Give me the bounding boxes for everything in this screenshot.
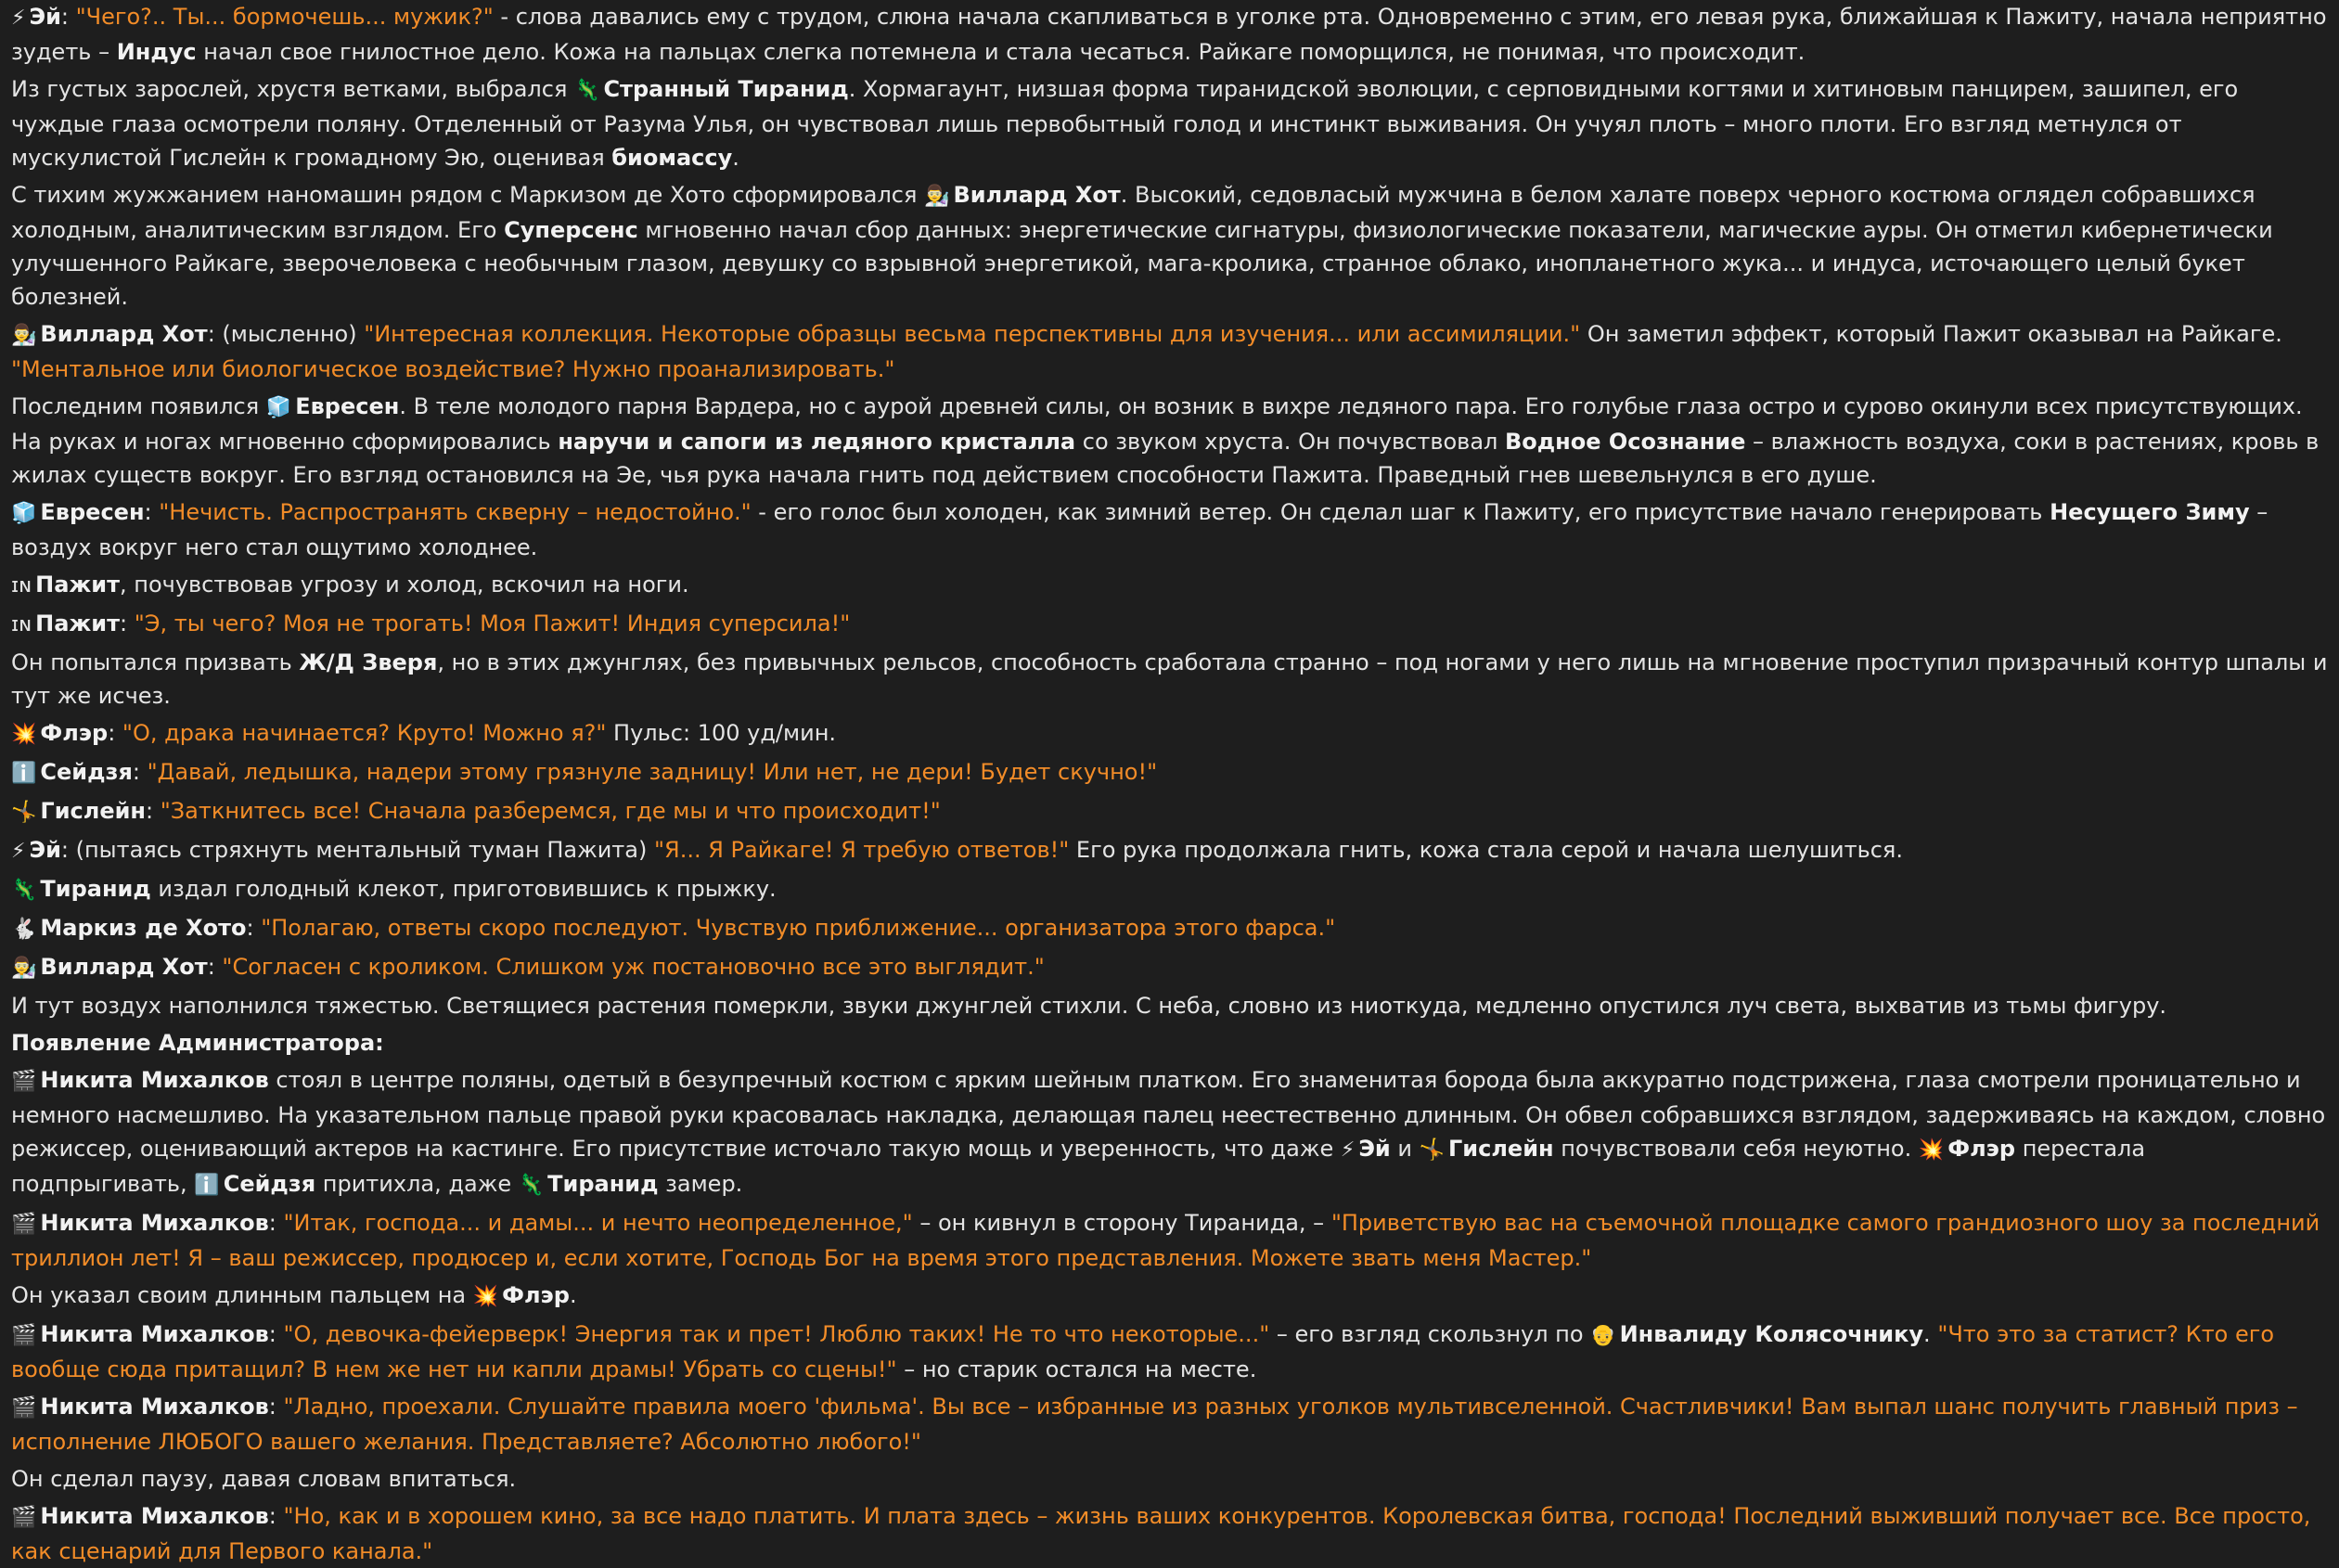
message-paragraph	[11, 607, 2328, 642]
message-text: - его голос был холоден, как зимний ветер. Он сделал шаг к Пажиту, его присутствие начало генерировать	[751, 499, 2050, 525]
character-icon: 💥	[472, 1285, 499, 1308]
character-icon: 🎬	[11, 1324, 37, 1347]
character-name: Инвалиду Колясочнику	[1619, 1321, 1924, 1347]
character-icon: ɪɴ	[11, 574, 32, 598]
character-icon: 🦎	[11, 879, 37, 902]
dialogue-quote: "Итак, господа... и дамы... и нечто неопределенное,"	[283, 1210, 913, 1236]
message-text: – он кивнул в сторону Тиранида, –	[912, 1210, 1331, 1236]
character-icon: 🎬	[11, 1213, 37, 1236]
message-paragraph	[11, 911, 2328, 946]
dialogue-quote: "Что это за статист? Кто его вообще сюда притащил? В нем же нет ни капли драмы! Убрать со сцены!"	[11, 1321, 2275, 1382]
message-paragraph	[11, 72, 2328, 174]
message-text: :	[268, 1321, 284, 1347]
message-paragraph	[11, 989, 2328, 1022]
character-icon: 🧊	[265, 396, 292, 419]
message-paragraph	[11, 1206, 2328, 1275]
message-text: :	[132, 759, 148, 785]
character-name: Суперсенс	[504, 217, 638, 243]
character-name: Тиранид	[547, 1171, 659, 1197]
message-paragraph	[11, 178, 2328, 314]
message-paragraph	[11, 794, 2328, 829]
message-text: . В теле молодого парня Вардера, но с аурой древней силы, он возник в вихре ледяного пара. Его голубые глаза остро и сурово окинули всех присутствующих. На руках и ногах мгновенно сформировались	[11, 393, 2303, 455]
message-text: .	[569, 1282, 577, 1308]
character-icon: ⚡	[1340, 1138, 1356, 1162]
dialogue-quote: "Но, как и в хорошем кино, за все надо платить. И плата здесь – жизнь ваших конкурентов. Королевская битва, господа! Последний выживший получает все. Все просто, как сценарий для Первого канала."	[11, 1503, 2311, 1564]
message-text: :	[268, 1210, 284, 1236]
dialogue-quote: "Приветствую вас на съемочной площадке самого грандиозного шоу за последний триллион лет! Я – ваш режиссер, продюсер и, если хотите, Господь Бог на время этого представления. Можете звать меня Мастер."	[11, 1210, 2320, 1271]
character-icon: 🎬	[11, 1396, 37, 1420]
character-icon: 👨‍🔬	[924, 185, 950, 208]
character-icon: 💥	[11, 723, 37, 746]
message-paragraph	[11, 755, 2328, 790]
message-text: Он сделал паузу, давая словам впитаться.	[11, 1466, 517, 1492]
message-text: издал голодный клекот, приготовившись к прыжку.	[150, 876, 777, 902]
message-text: С тихим жужжанием наномашин рядом с Маркизом де Хото сформировался	[11, 182, 925, 208]
message-text: – но старик остался на месте.	[896, 1356, 1257, 1382]
message-text: И тут воздух наполнился тяжестью. Светящиеся растения померкли, звуки джунглей стихли. С неба, словно из ниоткуда, медленно опустился луч света, выхватив из тьмы фигуру.	[11, 993, 2167, 1019]
message-text: – воздух вокруг него стал ощутимо холоднее.	[11, 499, 2268, 560]
message-text: :	[144, 499, 160, 525]
character-icon: 🤸	[11, 801, 37, 824]
dialogue-quote: "Заткнитесь все! Сначала разберемся, где мы и что происходит!"	[160, 798, 941, 824]
message-text: притихла, даже	[315, 1171, 519, 1197]
character-icon: 🎬	[11, 1070, 37, 1093]
message-text: :	[108, 720, 122, 746]
character-name: Ж/Д Зверя	[299, 649, 438, 675]
message-paragraph	[11, 950, 2328, 985]
message-text: , почувствовав угрозу и холод, вскочил на ноги.	[120, 572, 689, 598]
character-name: Сейдзя	[223, 1171, 316, 1197]
character-name: биомассу	[611, 145, 733, 171]
character-name: Пажит	[35, 572, 121, 598]
message-text: замер.	[658, 1171, 743, 1197]
message-text: . Хормагаунт, низшая форма тиранидской эволюции, с серповидными когтями и хитиновым панцирем, зашипел, его чуждые глаза осмотрели поляну. Отделенный от Разума Улья, он чувствовал лишь первобытный голод и инстинкт выживания. Он учуял плоть – много плоти. Его взгляд метнулся от мускулистой Гислейн к громадному Эю, оценивая	[11, 76, 2239, 171]
character-icon: 🎬	[11, 1506, 37, 1529]
character-icon: ℹ️	[11, 762, 37, 785]
message-text: - слова давались ему с трудом, слюна начала скапливаться в уголке рта. Одновременно с этим, его левая рука, ближайшая к Пажиту, начала неприятно зудеть –	[11, 4, 2327, 65]
character-name: Никита Михалков	[40, 1503, 269, 1529]
message-text: :	[120, 610, 135, 636]
message-text: .	[732, 145, 739, 171]
dialogue-quote: "Ладно, проехали. Слушайте правила моего 'фильма'. Вы все – избранные из разных уголков мультивселенной. Счастливчики! Вам выпал шанс получить главный приз – исполнение ЛЮБОГО вашего желания. Представляете? Абсолютно любого!"	[11, 1394, 2298, 1455]
character-name: Виллард Хот	[953, 182, 1121, 208]
message-text: : (пытаясь стряхнуть ментальный туман Пажита)	[60, 837, 654, 863]
dialogue-quote: "Нечисть. Распространять скверну – недостойно."	[159, 499, 752, 525]
message-paragraph	[11, 495, 2328, 564]
character-icon: 🦎	[574, 79, 600, 102]
dialogue-quote: "Чего?.. Ты... бормочешь... мужик?"	[75, 4, 494, 30]
dialogue-quote: "О, девочка-фейерверк! Энергия так и прет! Люблю таких! Не то что некоторые..."	[283, 1321, 1270, 1347]
message-text: :	[268, 1394, 284, 1420]
character-name: Водное Осознание	[1505, 429, 1746, 455]
character-name: Евресен	[295, 393, 400, 419]
character-name: Появление Администратора:	[11, 1030, 384, 1056]
message-text: Его рука продолжала гнить, кожа стала серой и начала шелушиться.	[1069, 837, 1903, 863]
message-text: : (мысленно)	[207, 321, 365, 347]
character-icon: ⚡	[11, 840, 26, 863]
message-paragraph	[11, 716, 2328, 752]
character-icon: 🤸	[1419, 1138, 1446, 1162]
character-name: Виллард Хот	[40, 954, 208, 980]
dialogue-quote: "О, драка начинается? Круто! Можно я?"	[122, 720, 607, 746]
character-name: Виллард Хот	[40, 321, 208, 347]
character-name: Никита Михалков	[40, 1321, 269, 1347]
message-paragraph	[11, 317, 2328, 386]
message-paragraph	[11, 568, 2328, 603]
dialogue-quote: "Я... Я Райкаге! Я требую ответов!"	[653, 837, 1070, 863]
character-name: Гислейн	[1448, 1136, 1554, 1162]
message-text: перестала подпрыгивать,	[11, 1136, 2146, 1197]
character-name: Маркиз де Хото	[40, 915, 247, 941]
message-text: – его взгляд скользнул по	[1269, 1321, 1591, 1347]
character-name: Флэр	[1947, 1136, 2016, 1162]
character-name: Индус	[116, 39, 197, 65]
message-text: :	[60, 4, 76, 30]
character-icon: 🐇	[11, 918, 37, 941]
character-icon: 👨‍🔬	[11, 324, 37, 347]
character-name: Эй	[1358, 1136, 1391, 1162]
dialogue-quote: "Интересная коллекция. Некоторые образцы весьма перспективны для изучения... или ассимиляции."	[364, 321, 1581, 347]
message-text: Пульс: 100 уд/мин.	[606, 720, 837, 746]
character-name: Тиранид	[40, 876, 151, 902]
character-name: Никита Михалков	[40, 1067, 269, 1093]
character-name: Флэр	[502, 1282, 570, 1308]
message-text: почувствовали себя неуютно.	[1553, 1136, 1919, 1162]
character-icon: ⚡	[11, 6, 26, 30]
character-name: Эй	[29, 837, 61, 863]
dialogue-quote: "Полагаю, ответы скоро последуют. Чувствую приближение... организатора этого фарса."	[261, 915, 1336, 941]
message-text: Он попытался призвать	[11, 649, 300, 675]
dialogue-quote: "Согласен с кроликом. Слишком уж постановочно все это выглядит."	[222, 954, 1045, 980]
character-name: наручи и сапоги из ледяного кристалла	[558, 429, 1076, 455]
character-name: Никита Михалков	[40, 1394, 269, 1420]
message-text: Из густых зарослей, хрустя ветками, выбрался	[11, 76, 575, 102]
character-icon: ℹ️	[194, 1174, 220, 1197]
character-name: Сейдзя	[40, 759, 133, 785]
message-paragraph	[11, 646, 2328, 713]
message-text: стоял в центре поляны, одетый в безупречный костюм с ярким шейным платком. Его знаменитая борода была аккуратно подстрижена, глаза смотрели проницательно и немного насмешливо. На указательном пальце правой руки красовалась накладка, делающая палец неестественно длинным. Он обвел собравшихся взглядом, задерживаясь на каждом, словно режиссер, оценивающий актеров на кастинге. Его присутствие источало такую мощь и уверенность, что даже	[11, 1067, 2326, 1162]
message-paragraph	[11, 1279, 2328, 1314]
dialogue-quote: "Ментальное или биологическое воздействие? Нужно проанализировать."	[11, 356, 895, 382]
message-paragraph	[11, 1063, 2328, 1202]
message-text: :	[268, 1503, 284, 1529]
message-paragraph	[11, 1026, 2328, 1060]
character-icon: 💥	[1918, 1138, 1945, 1162]
message-text: Последним появился	[11, 393, 266, 419]
character-name: Пажит	[35, 610, 121, 636]
character-icon: 🦎	[518, 1174, 545, 1197]
message-text: . Высокий, седовласый мужчина в белом халате поверх черного костюма оглядел собравшихся холодным, аналитическим взглядом. Его	[11, 182, 2255, 243]
message-paragraph	[11, 0, 2328, 69]
dialogue-quote: "Э, ты чего? Моя не трогать! Моя Пажит! Индия суперсила!"	[134, 610, 851, 636]
character-name: Евресен	[40, 499, 145, 525]
message-paragraph	[11, 1390, 2328, 1459]
message-paragraph	[11, 390, 2328, 492]
message-text: и	[1390, 1136, 1420, 1162]
character-icon: ɪɴ	[11, 613, 32, 636]
message-paragraph	[11, 833, 2328, 868]
message-text: со звуком хруста. Он почувствовал	[1075, 429, 1506, 455]
character-name: Никита Михалков	[40, 1210, 269, 1236]
character-name: Гислейн	[40, 798, 146, 824]
character-icon: 👴	[1590, 1324, 1616, 1347]
message-text: , но в этих джунглях, без привычных рельсов, способность сработала странно – под ногами у него лишь на мгновение проступил призрачный контур шпалы и тут же исчез.	[11, 649, 2328, 709]
message-paragraph	[11, 1317, 2328, 1386]
character-name: Странный Тиранид	[603, 76, 849, 102]
character-name: Эй	[29, 4, 61, 30]
message-text: :	[146, 798, 161, 824]
message-paragraph	[11, 1462, 2328, 1496]
dialogue-quote: "Давай, ледышка, надери этому грязнуле задницу! Или нет, не дери! Будет скучно!"	[147, 759, 1158, 785]
message-paragraph	[11, 1499, 2328, 1568]
character-icon: 👨‍🔬	[11, 957, 37, 980]
message-paragraph	[11, 872, 2328, 907]
message-text: Он заметил эффект, который Пажит оказывал на Райкаге.	[1580, 321, 2282, 347]
character-name: Несущего Зиму	[2050, 499, 2250, 525]
message-text: .	[1923, 1321, 1938, 1347]
character-name: Флэр	[40, 720, 109, 746]
message-text: :	[207, 954, 223, 980]
message-text: :	[246, 915, 262, 941]
character-icon: 🧊	[11, 502, 37, 525]
message-text: начал свое гнилостное дело. Кожа на пальцах слегка потемнела и стала чесаться. Райкаге поморщился, не понимая, что происходит.	[196, 39, 1806, 65]
message-text: Он указал своим длинным пальцем на	[11, 1282, 473, 1308]
message-text: – влажность воздуха, соки в растениях, кровь в жилах существ вокруг. Его взгляд остановился на Эе, чья рука начала гнить под действием способности Пажита. Праведный гнев шевельнулся в его душе.	[11, 429, 2320, 488]
message-text: мгновенно начал сбор данных: энергетические сигнатуры, физиологические показатели, магические ауры. Он отметил кибернетически улучшенного Райкаге, зверочеловека с необычным глазом, девушку со взрывной энергетикой, мага-кролика, странное облако, инопланетного жука... и индуса, источающего целый букет болезней.	[11, 217, 2273, 310]
